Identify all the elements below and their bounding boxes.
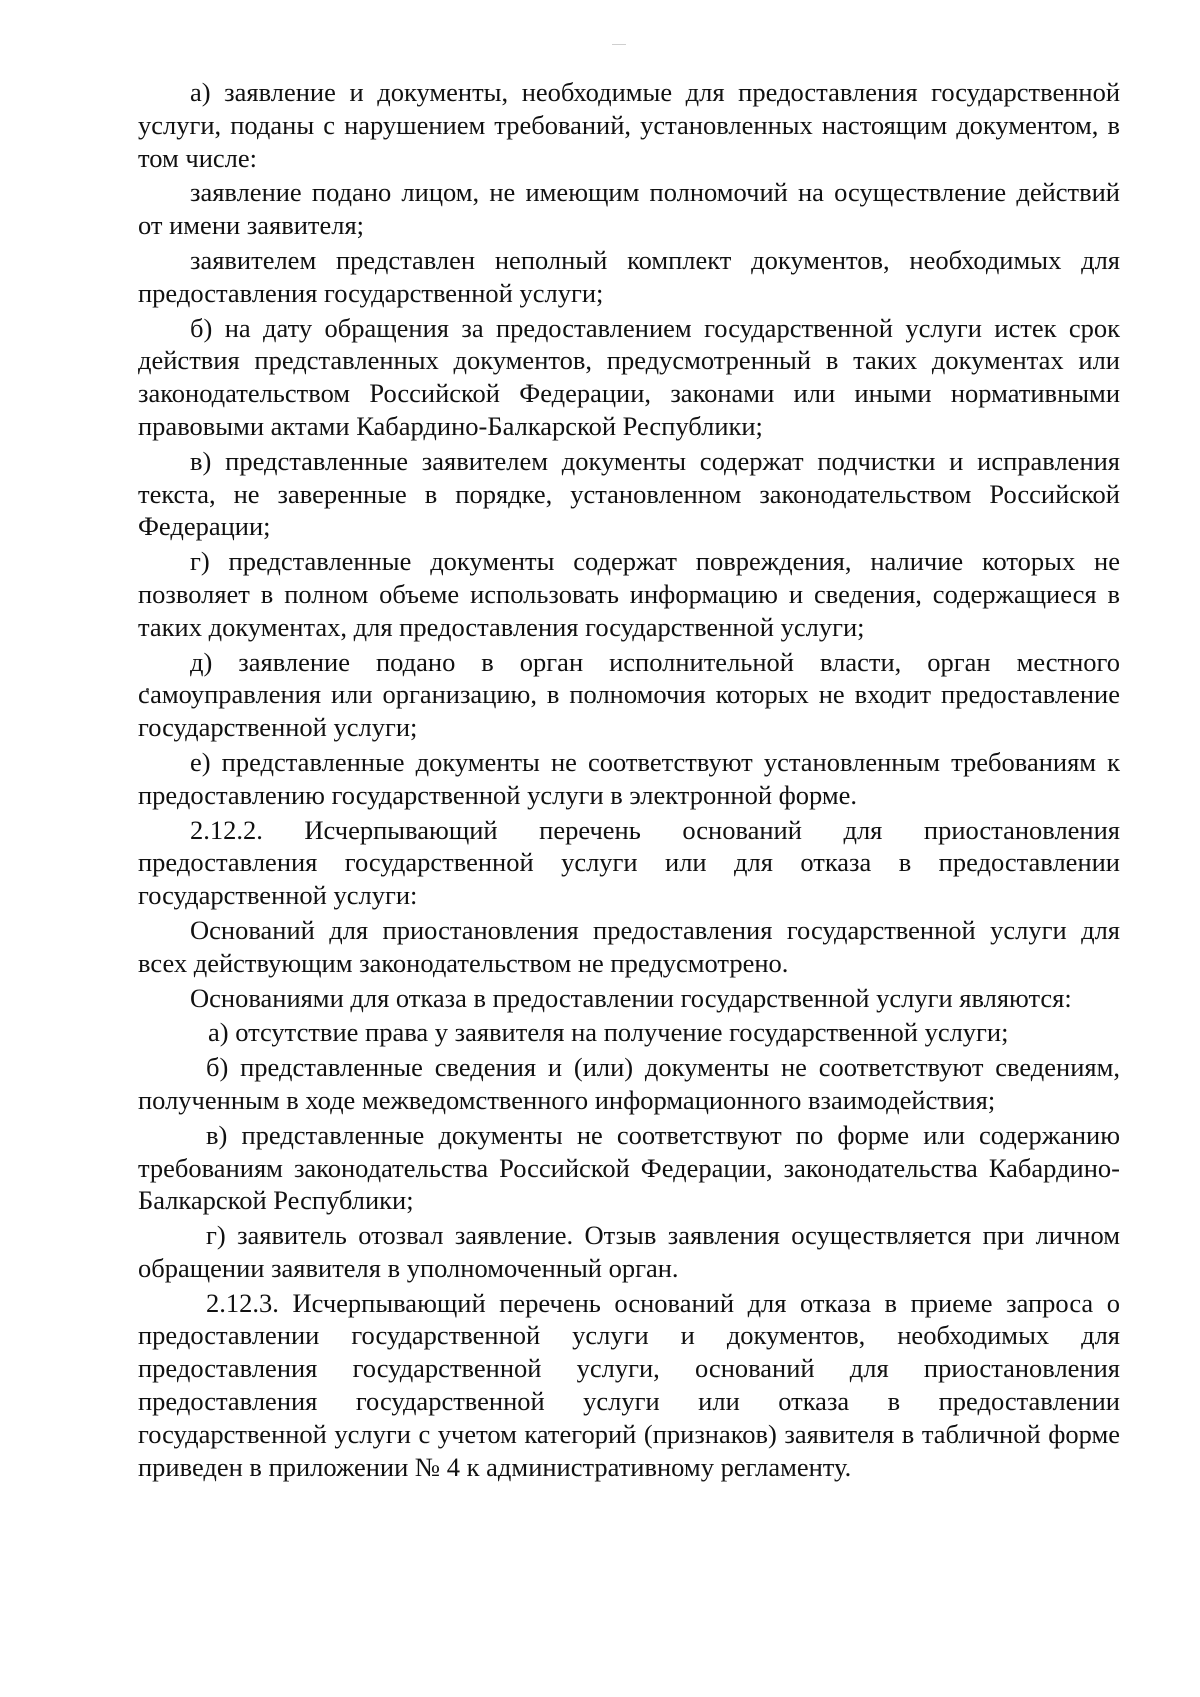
- paragraph-a: а) заявление и документы, необходимые для предоставления государственной услуги, поданы с нарушением требований, установленных настоящим документом, в том числе:: [138, 77, 1120, 173]
- paragraph-g: г) представленные документы содержат повреждения, наличие которых не позволяет в полном объеме использовать информацию и сведения, содержащиеся в таких документах, для предоставления государственной услуги;: [138, 546, 1120, 642]
- paragraph-a-2: заявителем представлен неполный комплект документов, необходимых для предоставления государственной услуги;: [138, 244, 1120, 308]
- document-page: [138, 76, 1120, 1485]
- paragraph-refusal-grounds: Основаниями для отказа в предоставлении государственной услуги являются:: [190, 982, 1072, 1013]
- paragraph-a-1: заявление подано лицом, не имеющим полномочий на осуществление действий от имени заявителя;: [138, 177, 1120, 241]
- refusal-b: б) представленные сведения и (или) документы не соответствуют сведениям, полученным в ходе межведомственного информационного взаимодействия;: [138, 1052, 1120, 1115]
- paragraph-v: в) представленные заявителем документы содержат подчистки и исправления текста, не заверенные в порядке, установленном законодательством Российской Федерации;: [138, 445, 1120, 542]
- paragraph-suspension: Оснований для приостановления предоставления государственной услуги для всех действующим законодательством не предусмотрено.: [138, 914, 1120, 978]
- refusal-v: в) представленные документы не соответствуют по форме или содержанию требованиям законодательства Российской Федерации, законодательства Кабардино-Балкарской Республики;: [138, 1119, 1120, 1216]
- scan-mark: [612, 44, 626, 45]
- paragraph-b: б) на дату обращения за предоставлением государственной услуги истек срок действия представленных документов, предусмотренный в таких документах или законодательством Российской Федерации, законами или иными нормативными правовыми актами Кабардино-Балкарской Республики;: [138, 312, 1120, 441]
- section-2-12-3: 2.12.3. Исчерпывающий перечень оснований для отказа в приеме запроса о предоставлении государственной услуги и документов, необходимых для предоставления государственной услуги, оснований для приостановления предоставления государственной услуги или отказа в предоставлении государственной услуги с учетом категорий (признаков) заявителя в табличной форме приведен в приложении № 4 к административному регламенту.: [138, 1287, 1120, 1482]
- refusal-a: а) отсутствие права у заявителя на получение государственной услуги;: [208, 1017, 1009, 1048]
- section-2-12-2: 2.12.2. Исчерпывающий перечень оснований для приостановления предоставления государственной услуги или для отказа в предоставлении государственной услуги:: [138, 814, 1120, 911]
- paragraph-e: е) представленные документы не соответствуют установленным требованиям к предоставлению государственной услуги в электронной форме.: [138, 746, 1120, 810]
- paragraph-d: д) заявление подано в орган исполнительной власти, орган местного самоуправления или организацию, в полномочия которых не входит предоставление государственной услуги;: [138, 646, 1120, 743]
- refusal-g: г) заявитель отозвал заявление. Отзыв заявления осуществляется при личном обращении заявителя в уполномоченный орган.: [138, 1220, 1120, 1283]
